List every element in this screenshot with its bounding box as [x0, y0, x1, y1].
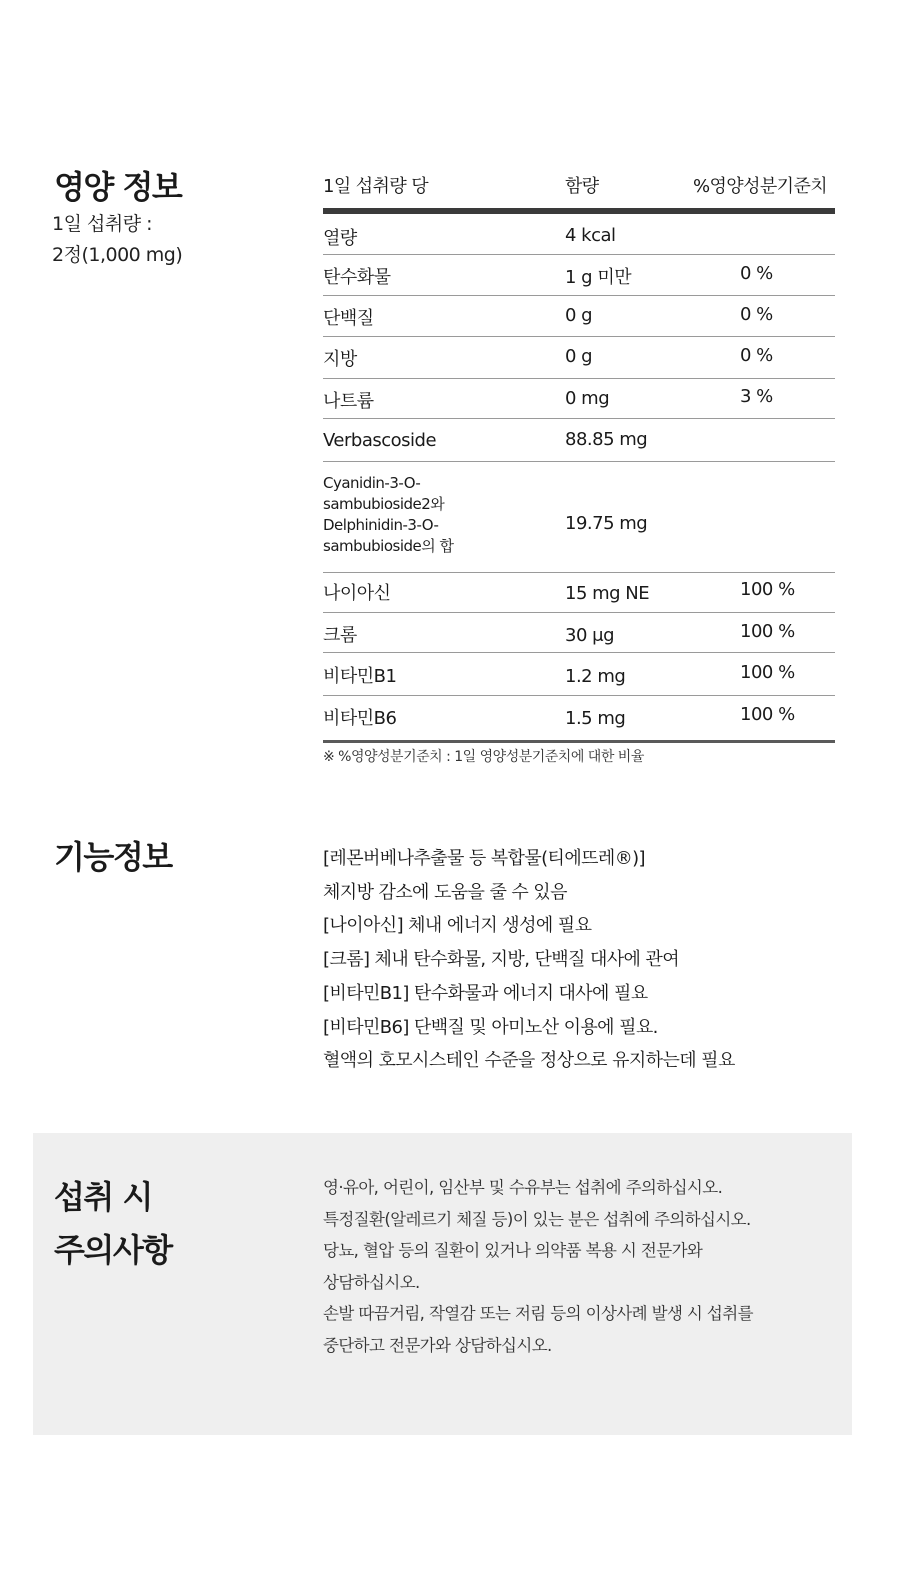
- caution-line: 상담하십시오.: [323, 1272, 420, 1292]
- row-amount: 88.85 mg: [565, 429, 648, 450]
- table-row: [323, 653, 835, 696]
- row-name: Verbascoside: [323, 430, 437, 451]
- table-row: [323, 573, 835, 613]
- row-percent: 0 %: [740, 345, 773, 366]
- caution-line: 특정질환(알레르기 체질 등)이 있는 분은 섭취에 주의하십시오.: [323, 1209, 751, 1229]
- row-amount: 4 kcal: [565, 225, 616, 246]
- row-name: 지방: [323, 349, 357, 370]
- row-percent: 3 %: [740, 386, 773, 407]
- function-line: 체지방 감소에 도움을 줄 수 있음: [323, 881, 567, 903]
- nutrition-title: 영양 정보: [54, 168, 182, 206]
- row-amount: 1 g 미만: [565, 267, 632, 288]
- function-line: [나이아신] 체내 에너지 생성에 필요: [323, 915, 592, 937]
- caution-line: 중단하고 전문가와 상담하십시오.: [323, 1335, 552, 1355]
- function-line: [비타민B1] 탄수화물과 에너지 대사에 필요: [323, 982, 648, 1004]
- row-amount: 19.75 mg: [565, 513, 648, 534]
- table-row: [323, 296, 835, 337]
- table-row: [323, 462, 835, 573]
- row-amount: 30 μg: [565, 625, 615, 646]
- table-row: [323, 379, 835, 419]
- function-line: 혈액의 호모시스테인 수준을 정상으로 유지하는데 필요: [323, 1050, 735, 1072]
- row-name: Cyanidin-3-O-sambubioside2와 Delphinidin-3-O-sambubioside의 합: [323, 474, 454, 555]
- table-row: [323, 419, 835, 462]
- table-row: [323, 696, 835, 743]
- function-line: [크롬] 체내 탄수화물, 지방, 단백질 대사에 관여: [323, 949, 680, 971]
- row-name: 크롬: [323, 625, 357, 646]
- row-percent: 100 %: [740, 621, 795, 642]
- header-amount: 함량: [565, 176, 599, 197]
- row-percent: 100 %: [740, 662, 795, 683]
- caution-line: 영·유아, 어린이, 임산부 및 수유부는 섭취에 주의하십시오.: [323, 1178, 723, 1197]
- row-percent: 100 %: [740, 704, 795, 725]
- serving-value: 2정(1,000 mg): [52, 244, 183, 266]
- nutrition-table-header: [323, 166, 835, 214]
- row-name: 열량: [323, 228, 357, 249]
- row-percent: 100 %: [740, 579, 795, 600]
- row-name: 탄수화물: [323, 267, 391, 288]
- row-amount: 1.2 mg: [565, 666, 626, 687]
- table-row: [323, 214, 835, 255]
- caution-line: 손발 따끔거림, 작열감 또는 저림 등의 이상사례 발생 시 섭취를: [323, 1304, 753, 1323]
- row-amount: 0 g: [565, 305, 593, 326]
- function-line: [레몬버베나추출물 등 복합물(티에뜨레®)]: [323, 848, 645, 869]
- row-name: 단백질: [323, 308, 374, 329]
- function-list: [323, 842, 735, 1078]
- function-line: [비타민B6] 단백질 및 아미노산 이용에 필요.: [323, 1016, 658, 1038]
- row-name: 비타민B6: [323, 708, 397, 729]
- nutrition-footnote: ※ %영양성분기준치 : 1일 영양성분기준치에 대한 비율: [323, 749, 644, 765]
- row-name: 나트륨: [323, 391, 374, 412]
- row-percent: 0 %: [740, 304, 773, 325]
- header-percent: %영양성분기준치: [693, 176, 828, 197]
- row-amount: 1.5 mg: [565, 708, 626, 729]
- caution-list: [323, 1172, 753, 1361]
- row-amount: 15 mg NE: [565, 583, 650, 604]
- function-title: 기능정보: [54, 838, 172, 876]
- row-amount: 0 g: [565, 346, 593, 367]
- row-name: 비타민B1: [323, 666, 397, 687]
- nutrition-table: [323, 166, 835, 743]
- caution-title-line2: 주의사항: [54, 1231, 172, 1269]
- table-row: [323, 613, 835, 653]
- table-row: [323, 255, 835, 296]
- serving-label: 1일 섭취량 :: [52, 213, 152, 235]
- row-percent: 0 %: [740, 263, 773, 284]
- table-row: [323, 337, 835, 379]
- header-serving: 1일 섭취량 당: [323, 176, 429, 197]
- caution-title-line1: 섭취 시: [54, 1178, 152, 1216]
- row-name: 나이아신: [323, 583, 391, 604]
- caution-line: 당뇨, 혈압 등의 질환이 있거나 의약품 복용 시 전문가와: [323, 1241, 703, 1260]
- row-amount: 0 mg: [565, 388, 610, 409]
